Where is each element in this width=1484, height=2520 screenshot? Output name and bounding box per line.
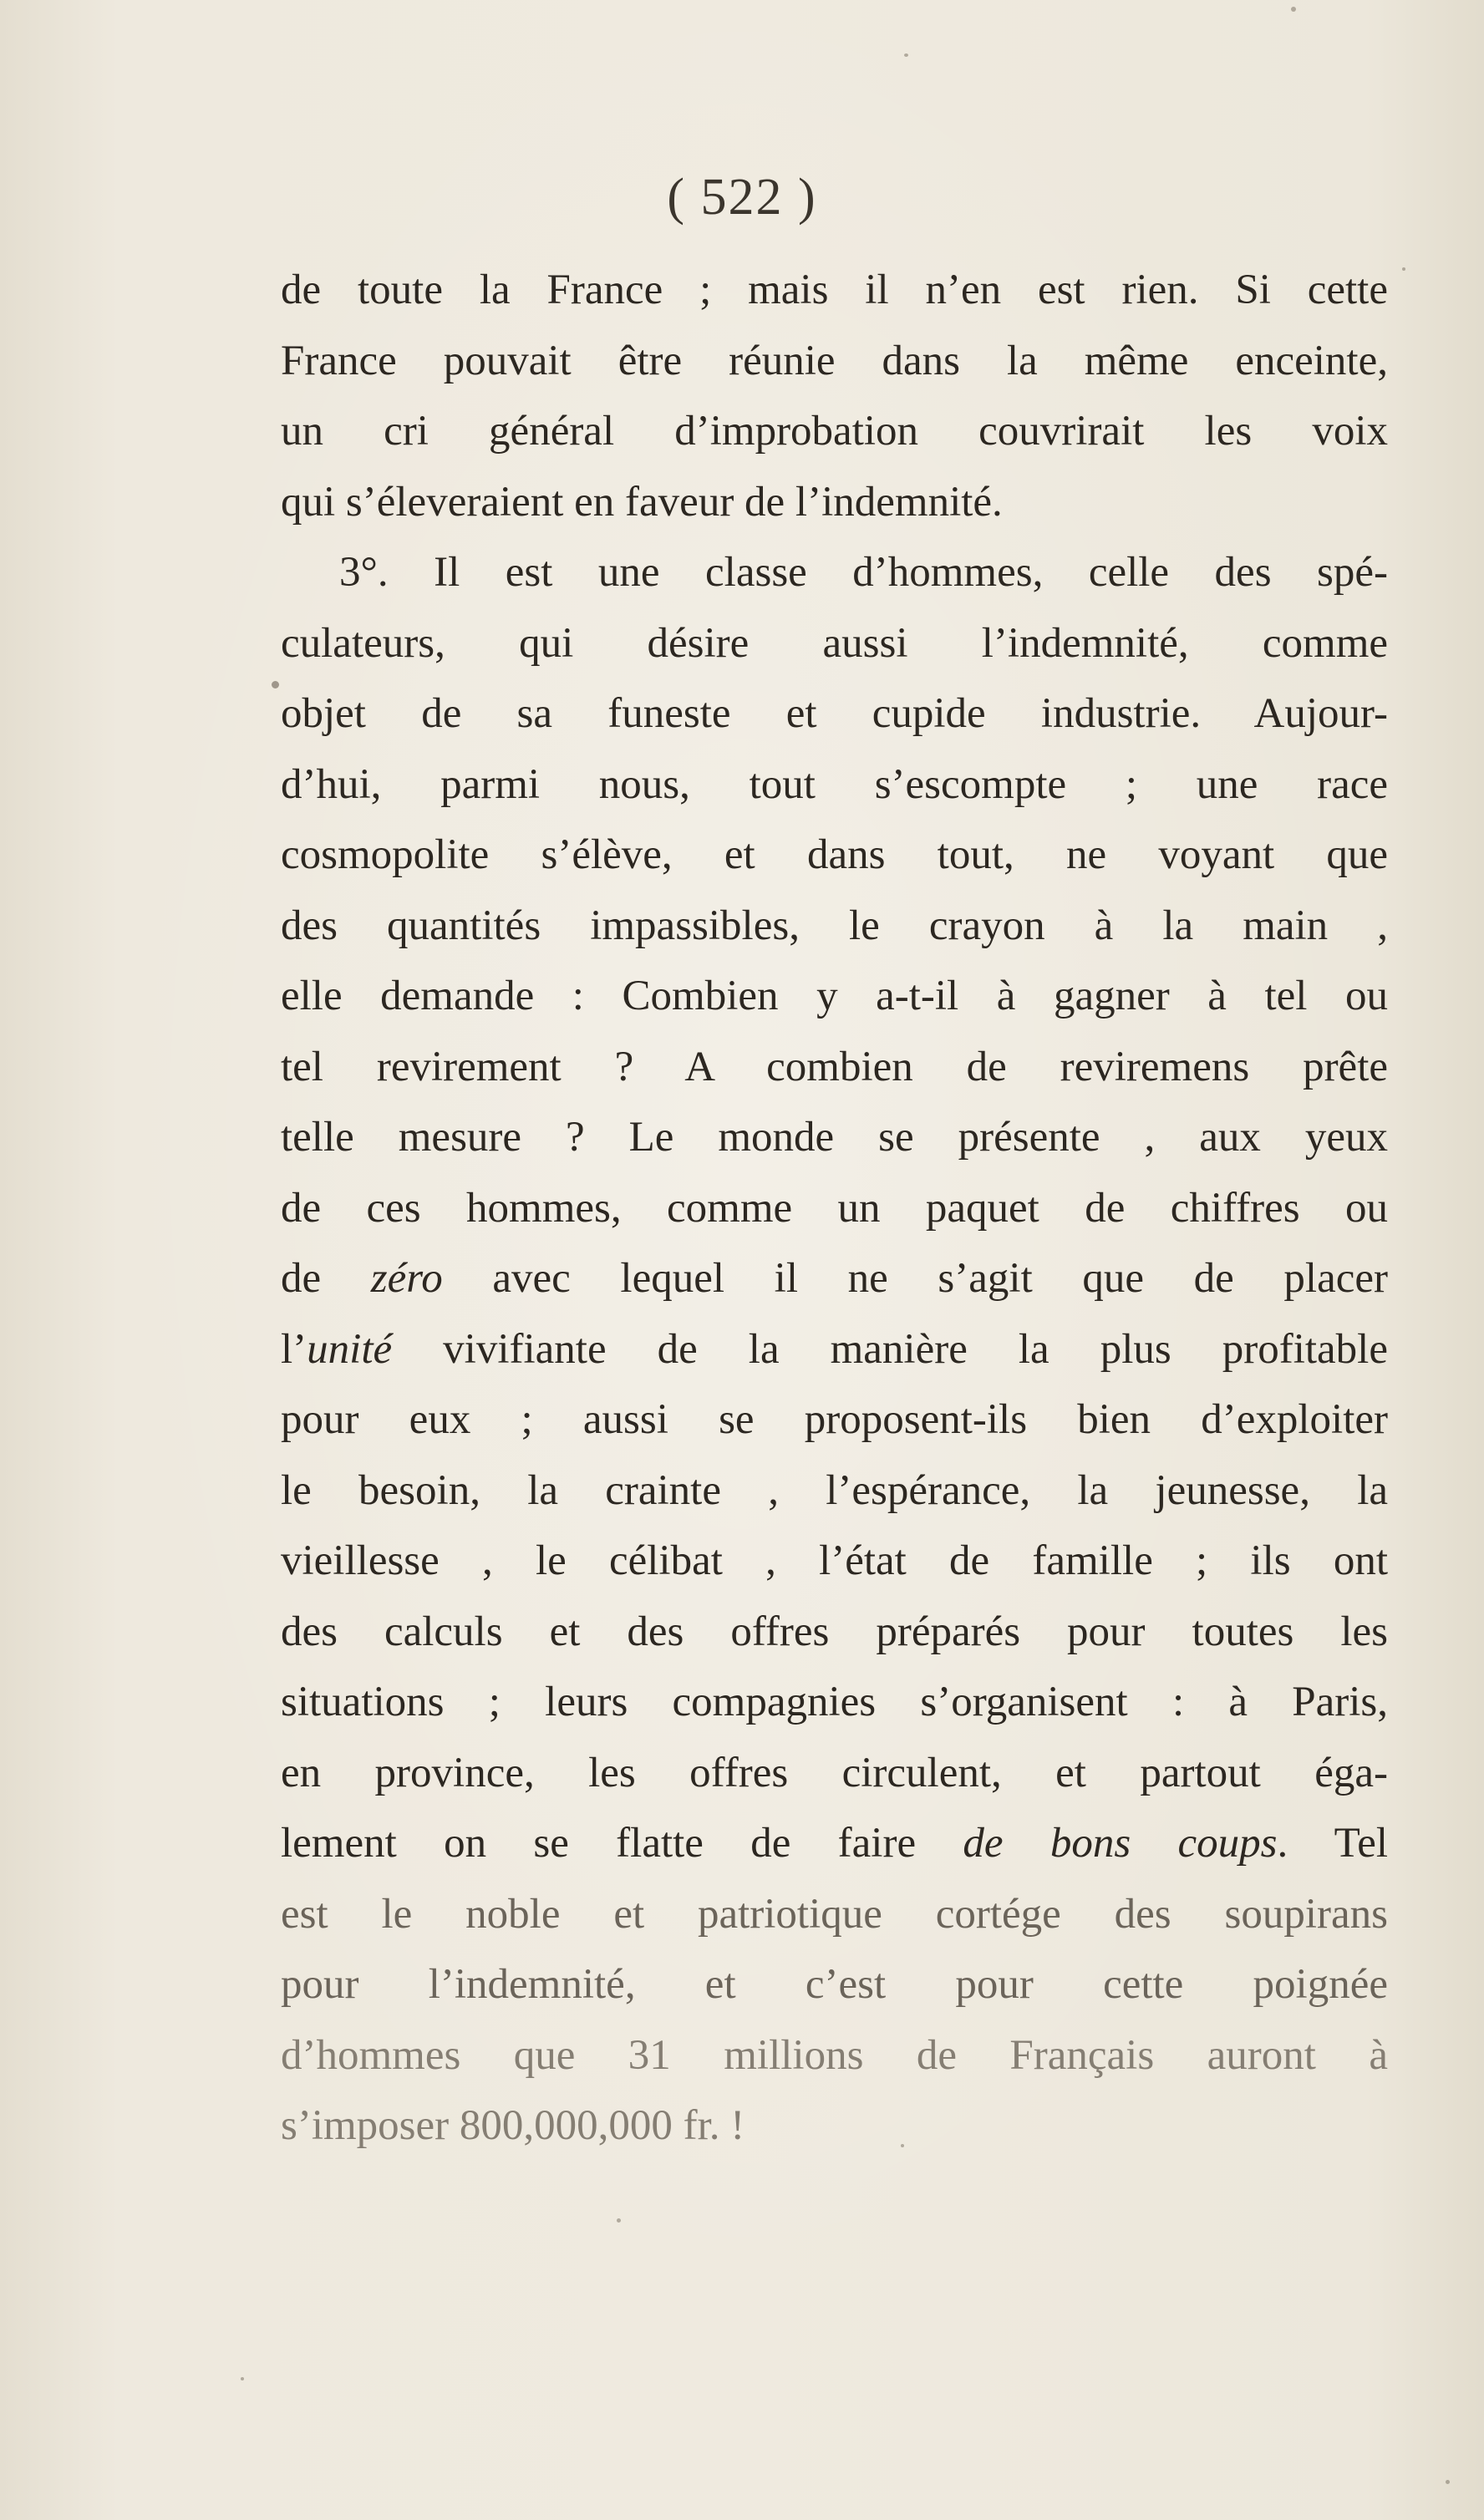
text-line [281, 1243, 1388, 1314]
text-line: telle mesure ? Le monde se présente , aux yeux [281, 1114, 1388, 1161]
italic-word: zéro [370, 1255, 443, 1302]
text-line: culateurs, qui désire aussi l’indemnité, comme [281, 619, 1388, 667]
italic-word: unité [307, 1325, 393, 1373]
text-line: en province, les offres circulent, et partout éga- [281, 1749, 1388, 1796]
paper-speck [904, 53, 908, 57]
text-fragment: lement on se flatte de faire [281, 1820, 963, 1867]
text-line: situations ; leurs compagnies s’organisent : à Paris, [281, 1679, 1388, 1725]
text-line [281, 1808, 1388, 1879]
page-number-header: ( 522 ) [667, 169, 817, 226]
text-line [281, 1314, 1388, 1385]
text-fragment: vivifiante de la manière la plus profitable [392, 1325, 1388, 1373]
paper-speck [1446, 2480, 1450, 2484]
paper-speck [617, 2218, 621, 2223]
text-line: est le noble et patriotique cortége des soupirans [281, 1890, 1388, 1938]
paper-speck [241, 2377, 244, 2380]
text-line: le besoin, la crainte , l’espérance, la jeunesse, la [281, 1466, 1388, 1514]
text-line: vieillesse , le célibat , l’état de famille ; ils ont [281, 1537, 1388, 1584]
text-line: d’hommes que 31 millions de Français auront à [281, 2031, 1388, 2079]
paper-speck [272, 681, 279, 688]
text-fragment: l’ [281, 1325, 307, 1373]
paper-speck [1402, 267, 1405, 271]
text-line: elle demande : Combien y a-t-il à gagner à tel ou [281, 973, 1388, 1019]
text-line: qui s’éleveraient en faveur de l’indemnité. [281, 478, 1003, 526]
text-fragment: . Tel [1277, 1820, 1388, 1867]
text-fragment: avec lequel il ne s’agit que de placer [442, 1255, 1388, 1302]
paragraph-start-line: 3°. Il est une classe d’hommes, celle des spé- [339, 549, 1388, 596]
paper-speck [1291, 7, 1296, 12]
text-line: un cri général d’improbation couvrirait les voix [281, 408, 1388, 455]
text-line: de toute la France ; mais il n’en est rien. Si cette [281, 267, 1388, 313]
italic-phrase: de bons coups [963, 1820, 1278, 1867]
text-line: cosmopolite s’élève, et dans tout, ne voyant que [281, 831, 1388, 878]
text-line: des calculs et des offres préparés pour toutes les [281, 1608, 1388, 1655]
text-line: pour eux ; aussi se proposent-ils bien d’exploiter [281, 1396, 1388, 1443]
text-line: pour l’indemnité, et c’est pour cette poignée [281, 1961, 1388, 2008]
text-line: objet de sa funeste et cupide industrie. Aujour- [281, 690, 1388, 737]
text-line: d’hui, parmi nous, tout s’escompte ; une race [281, 760, 1388, 808]
text-line: de ces hommes, comme un paquet de chiffres ou [281, 1184, 1388, 1232]
text-line: s’imposer 800,000,000 fr. ! [281, 2102, 745, 2149]
body-text [281, 255, 1388, 2162]
text-line: France pouvait être réunie dans la même enceinte, [281, 337, 1388, 384]
text-line: tel revirement ? A combien de reviremens prête [281, 1043, 1388, 1090]
text-line: des quantités impassibles, le crayon à la main , [281, 902, 1388, 949]
text-fragment: de [281, 1255, 371, 1302]
